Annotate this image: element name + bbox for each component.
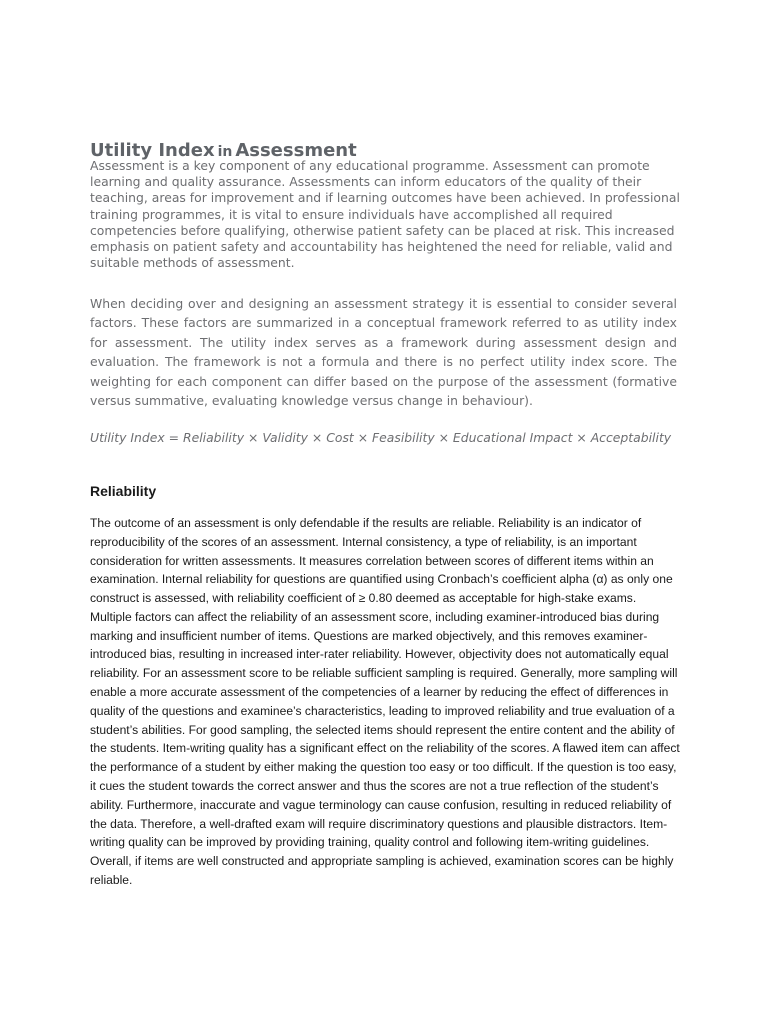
title-part-in: in bbox=[217, 144, 233, 160]
framework-paragraph: When deciding over and designing an assessment strategy it is essential to consider several factors. These factors are summarized in a conceptual framework referred to as utility index for assessment. The utility index serves as a framework during assessment design and evaluation. The framework is not a formula and there is no perfect utility index score. The weighting for each component can differ based on the purpose of the assessment (formative versus summative, evaluating knowledge versus change in behaviour). bbox=[90, 296, 677, 409]
reliability-paragraph: The outcome of an assessment is only defendable if the results are reliable. Reliability is an indicator of reproducibility of the scores of an assessment. Internal consistency, a type of reliability, is an important consideration for written assessments. It measures correlation between scores of different items within an examination. Internal reliability for questions are quantified using Cronbach’s coefficient alpha (α) as only one construct is assessed, with reliability coefficient of ≥ 0.80 deemed as acceptable for high-stake exams. Multiple factors can affect the reliability of an assessment score, including examiner-introduced bias during marking and insufficient number of items. Questions are marked objectively, and this removes examiner-introduced bias, resulting in increased inter-rater reliability. However, objectivity does not automatically equal reliability. For an assessment score to be reliable sufficient sampling is required. Generally, more sampling will enable a more accurate assessment of the competencies of a learner by reducing the effect of differences in quality of the questions and examinee’s characteristics, leading to improved reliability and true evaluation of a student’s abilities. For good sampling, the selected items should represent the entire content and the ability of the students. Item-writing quality has a significant effect on the reliability of the scores. A flawed item can affect the performance of a student by either making the question too easy or too difficult. If the question is too easy, it cues the student towards the correct answer and thus the scores are not a true reflection of the student’s ability. Furthermore, inaccurate and vague terminology can cause confusion, resulting in reduced reliability of the data. Therefore, a well-drafted exam will require discriminatory questions and plausible distractors. Item-writing quality can be improved by providing training, quality control and following item-writing guidelines. Overall, if items are well constructed and appropriate sampling is achieved, examination scores can be highly reliable. bbox=[90, 516, 680, 887]
reliability-heading: Reliability bbox=[90, 483, 157, 499]
intro-paragraph: Assessment is a key component of any educational programme. Assessment can promote learning and quality assurance. Assessments can inform educators of the quality of their teaching, areas for improvement and if learning outcomes have been achieved. In professional training programmes, it is vital to ensure individuals have accomplished all required competencies before qualifying, otherwise patient safety can be placed at risk. This increased emphasis on patient safety and accountability has heightened the need for reliable, valid and suitable methods of assessment. bbox=[90, 158, 680, 271]
title-part-utility-index: Utility Index bbox=[90, 140, 215, 161]
title-part-assessment: Assessment bbox=[235, 140, 357, 161]
utility-index-formula: Utility Index = Reliability × Validity × Cost × Feasibility × Educational Impact × Acceptability bbox=[90, 430, 672, 445]
